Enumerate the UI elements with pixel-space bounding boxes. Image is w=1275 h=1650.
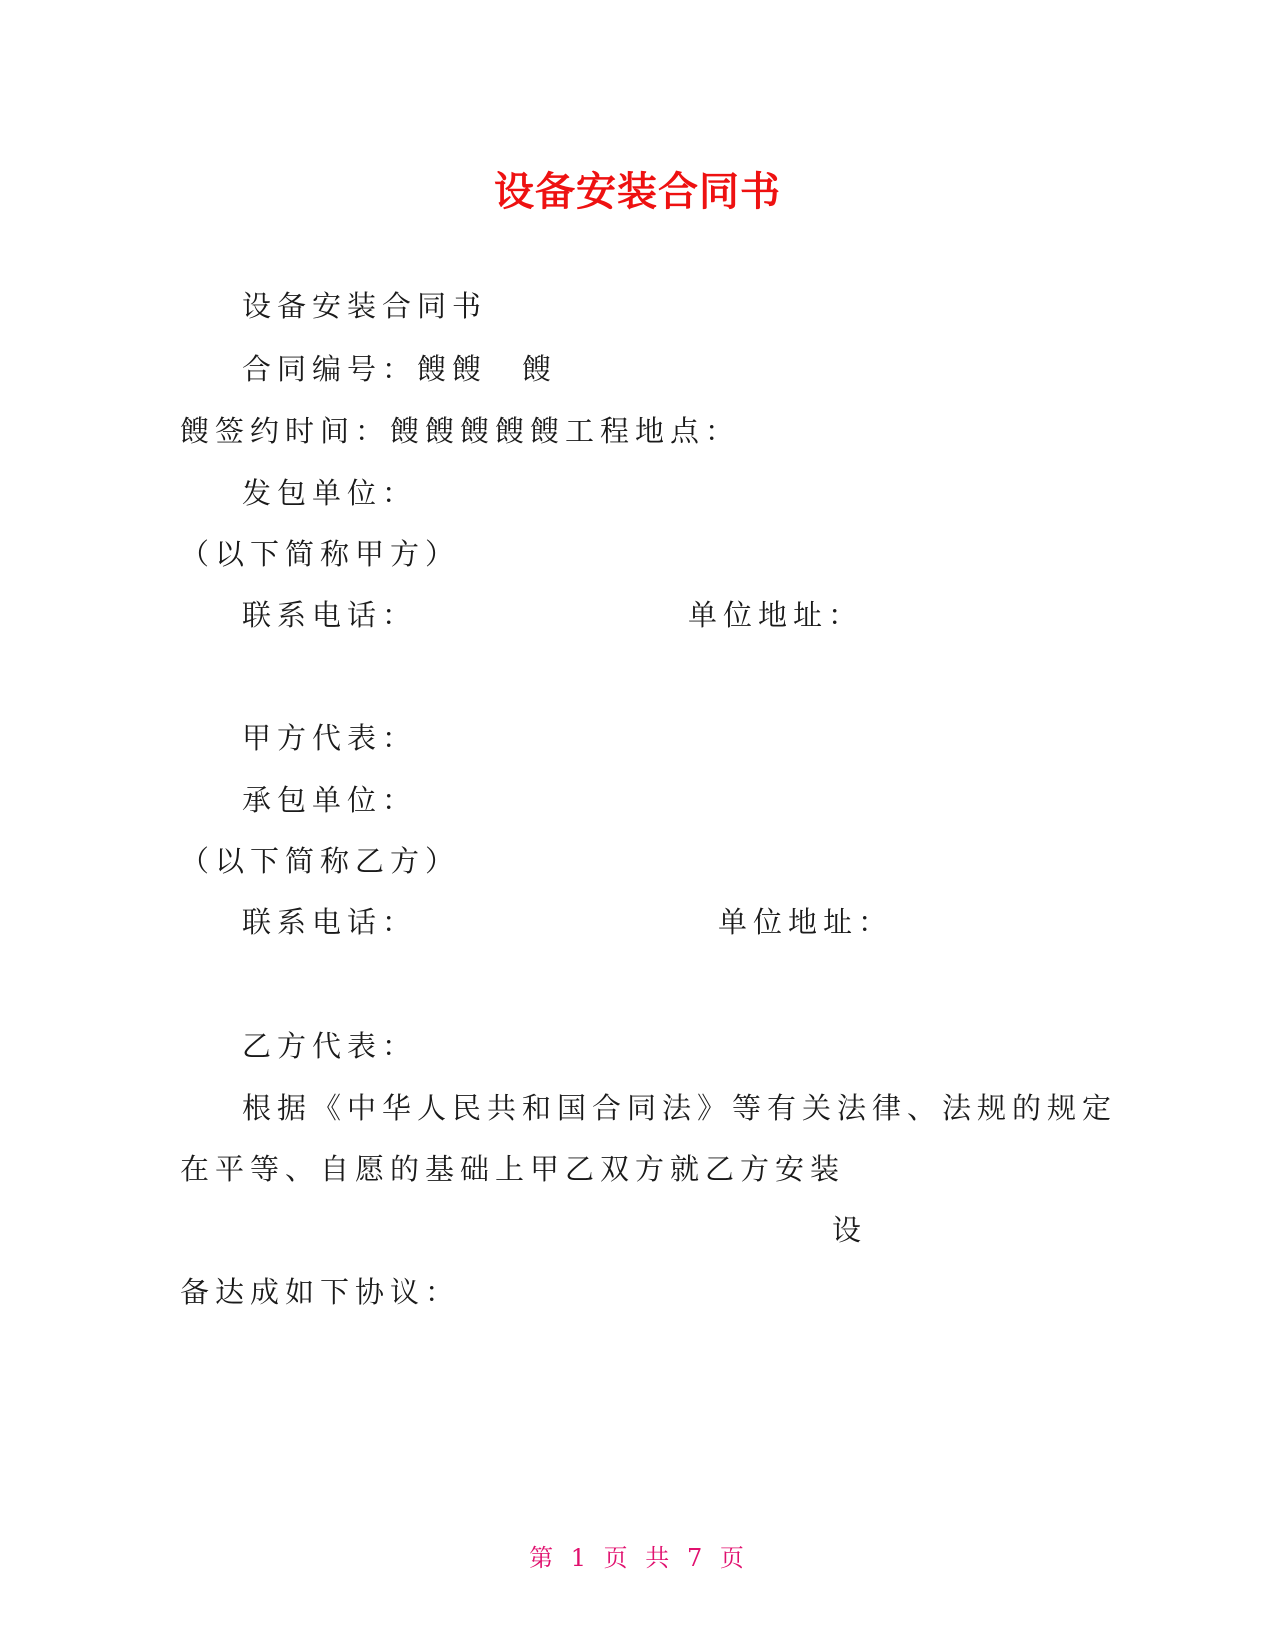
party-a-phone-line: 联系电话： [242,598,418,632]
party-a-rep-line: 甲方代表： [242,721,418,755]
basis-line-3: 设 [832,1213,868,1247]
party-b-short-line: （以下简称乙方） [180,844,461,878]
basis-line-2: 在平等、自愿的基础上甲乙双方就乙方安装 [180,1152,846,1186]
party-b-address-line: 单位地址： [718,905,894,939]
document-title: 设备安装合同书 [494,169,781,215]
contract-heading: 设备安装合同书 [242,289,488,323]
party-a-unit-line: 发包单位： [242,476,418,510]
party-b-phone-line: 联系电话： [242,905,418,939]
sign-time-line: 餿签约时间：餿餿餿餿餿工程地点： [180,414,741,448]
basis-line-4: 备达成如下协议： [180,1275,461,1309]
contract-number-line: 合同编号：餿餿 餿 [242,352,558,386]
party-b-rep-line: 乙方代表： [242,1029,418,1063]
party-a-short-line: （以下简称甲方） [180,537,461,571]
party-b-unit-line: 承包单位： [242,783,418,817]
party-a-address-line: 单位地址： [688,598,864,632]
basis-line-1: 根据《中华人民共和国合同法》等有关法律、法规的规定 [242,1091,1118,1125]
page-indicator: 第 1 页 共 7 页 [529,1544,746,1572]
